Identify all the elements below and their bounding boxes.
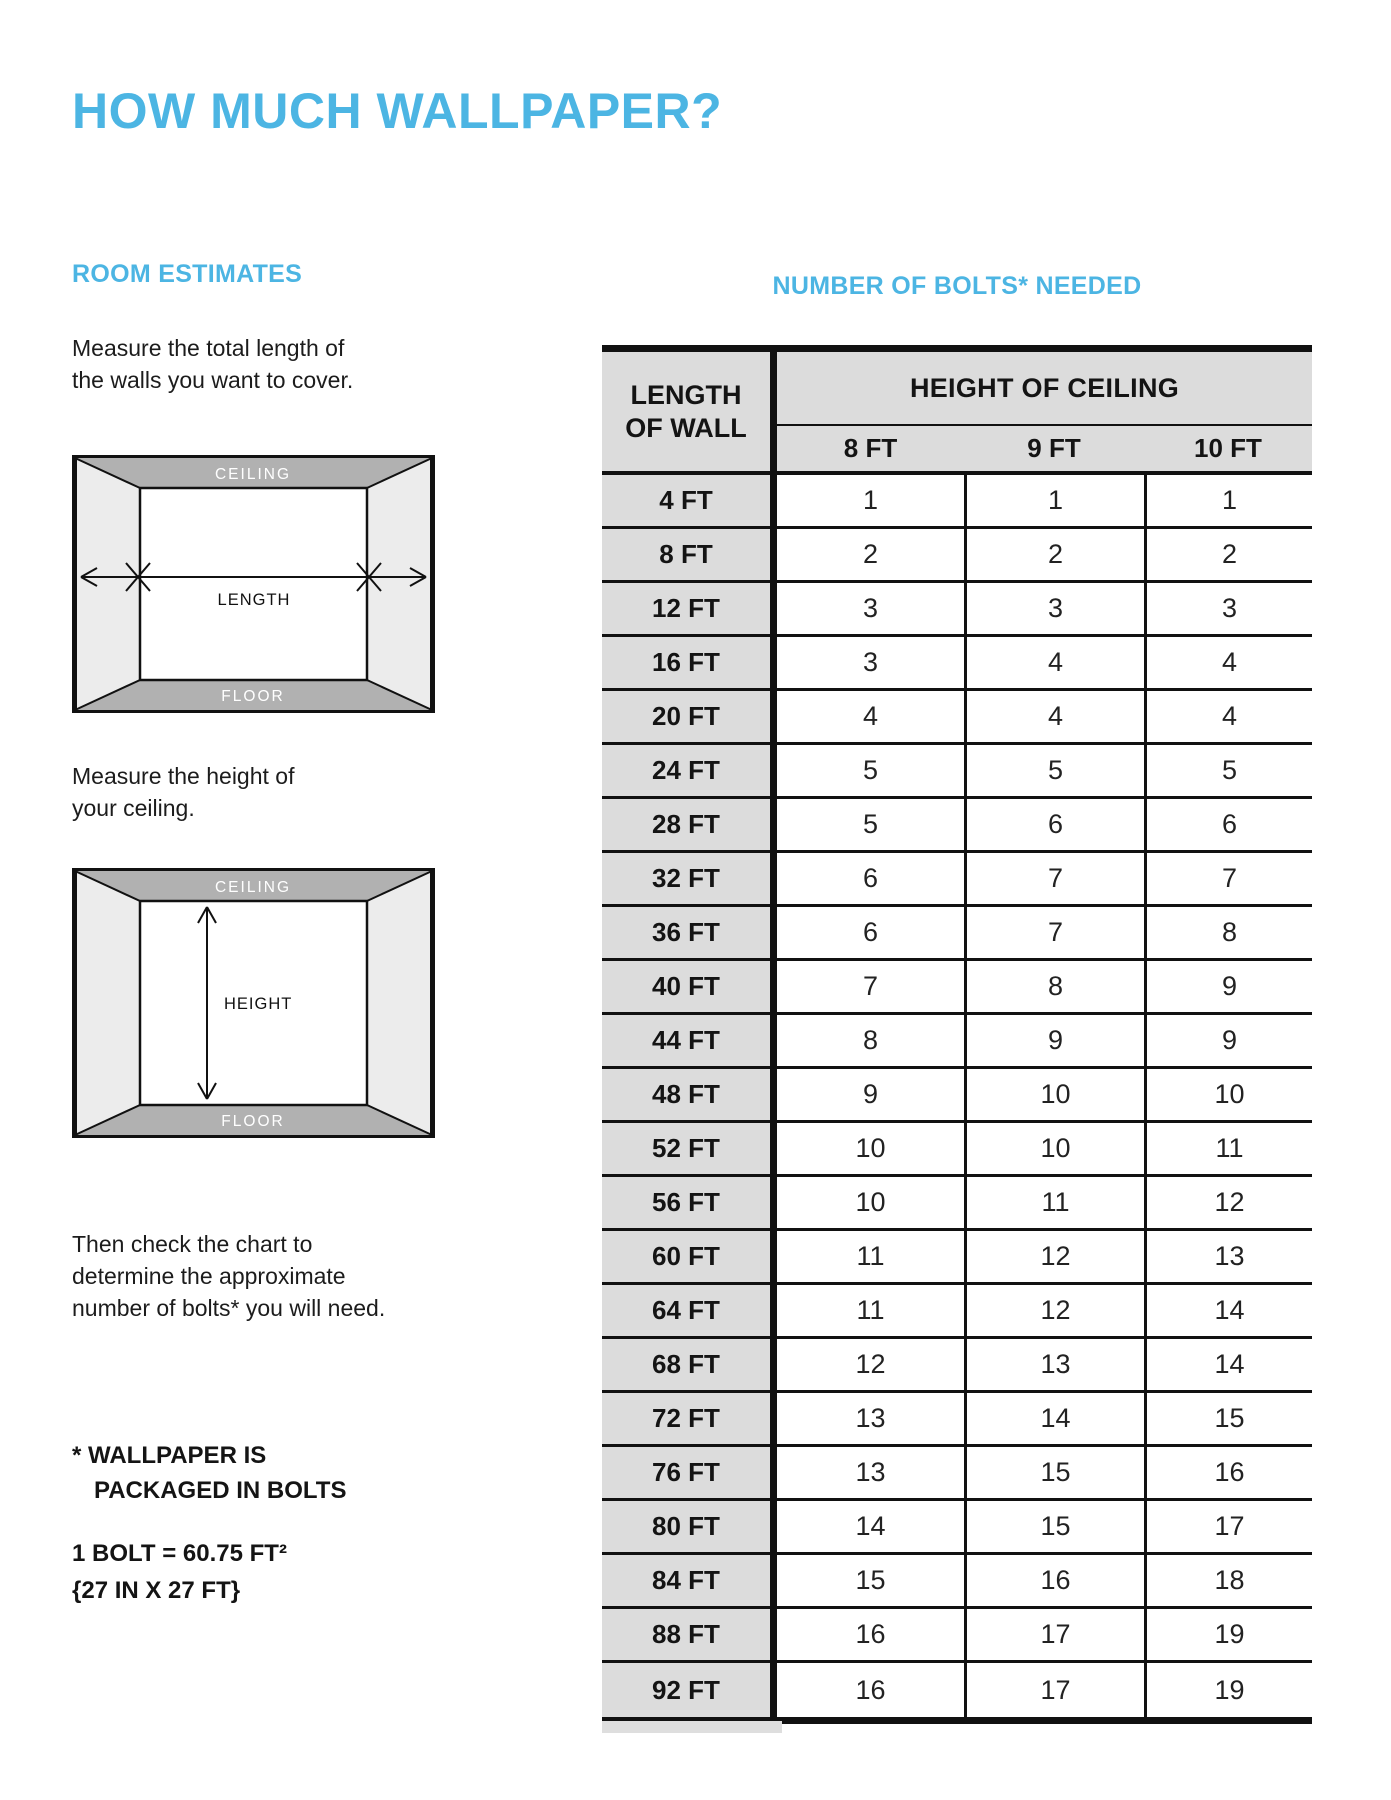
table-row (602, 637, 1312, 691)
para-line: Measure the total length of (72, 335, 345, 361)
value-cell: 9 (1144, 961, 1312, 1012)
value-cell: 16 (777, 1609, 964, 1660)
value-cell: 17 (964, 1663, 1144, 1717)
ceiling-label: CEILING (214, 879, 292, 896)
para-line: number of bolts* you will need. (72, 1295, 386, 1321)
room-length-diagram (72, 455, 435, 713)
para-measure-height (72, 760, 294, 824)
table-row (602, 1663, 1312, 1717)
table-row (602, 1069, 1312, 1123)
row-label-cell: 80 FT (602, 1501, 777, 1552)
height-label: HEIGHT (224, 995, 293, 1013)
table-row (602, 799, 1312, 853)
value-cell: 12 (777, 1339, 964, 1390)
table-row (602, 1447, 1312, 1501)
row-label-cell: 36 FT (602, 907, 777, 958)
value-cell: 17 (1144, 1501, 1312, 1552)
row-label-cell: 16 FT (602, 637, 777, 688)
value-cell: 4 (964, 637, 1144, 688)
row-label-cell: 60 FT (602, 1231, 777, 1282)
value-cell: 9 (1144, 1015, 1312, 1066)
row-label-cell: 24 FT (602, 745, 777, 796)
row-label-cell: 4 FT (602, 475, 777, 526)
value-cell: 10 (964, 1123, 1144, 1174)
row-label-cell: 48 FT (602, 1069, 777, 1120)
value-cell: 1 (1144, 475, 1312, 526)
table-row (602, 1123, 1312, 1177)
value-cell: 4 (777, 691, 964, 742)
value-cell: 9 (964, 1015, 1144, 1066)
value-cell: 17 (964, 1609, 1144, 1660)
value-cell: 19 (1144, 1609, 1312, 1660)
col-header-10ft: 10 FT (1144, 426, 1312, 471)
header-line: OF WALL (625, 412, 747, 443)
value-cell: 2 (964, 529, 1144, 580)
row-label-cell: 12 FT (602, 583, 777, 634)
value-cell: 7 (964, 907, 1144, 958)
col-header-9ft: 9 FT (964, 426, 1144, 471)
row-label-cell: 76 FT (602, 1447, 777, 1498)
row-label-cell: 56 FT (602, 1177, 777, 1228)
height-of-ceiling-header: HEIGHT OF CEILING (777, 352, 1312, 426)
value-cell: 16 (777, 1663, 964, 1717)
table-row (602, 745, 1312, 799)
value-cell: 15 (964, 1501, 1144, 1552)
row-label-cell: 52 FT (602, 1123, 777, 1174)
table-row (602, 1339, 1312, 1393)
value-cell: 11 (1144, 1123, 1312, 1174)
value-cell: 12 (964, 1231, 1144, 1282)
para-line: Then check the chart to (72, 1231, 313, 1257)
floor-label: FLOOR (221, 688, 285, 705)
value-cell: 13 (777, 1447, 964, 1498)
table-row (602, 583, 1312, 637)
value-cell: 15 (1144, 1393, 1312, 1444)
value-cell: 13 (1144, 1231, 1312, 1282)
table-row (602, 1015, 1312, 1069)
page-title: HOW MUCH WALLPAPER? (72, 83, 723, 139)
value-cell: 16 (964, 1555, 1144, 1606)
row-label-cell: 72 FT (602, 1393, 777, 1444)
bolt-equation (72, 1535, 287, 1609)
table-row (602, 1231, 1312, 1285)
value-cell: 3 (777, 583, 964, 634)
table-row (602, 961, 1312, 1015)
value-cell: 4 (964, 691, 1144, 742)
value-cell: 14 (1144, 1339, 1312, 1390)
row-label-cell: 32 FT (602, 853, 777, 904)
table-row (602, 1285, 1312, 1339)
value-cell: 11 (777, 1231, 964, 1282)
value-cell: 7 (964, 853, 1144, 904)
length-label: LENGTH (217, 591, 291, 609)
bolts-table (602, 345, 1312, 1724)
value-cell: 6 (777, 907, 964, 958)
value-cell: 15 (777, 1555, 964, 1606)
value-cell: 8 (1144, 907, 1312, 958)
table-tail-strip (602, 1721, 782, 1733)
para-line: determine the approximate (72, 1263, 346, 1289)
row-label-cell: 40 FT (602, 961, 777, 1012)
row-label-cell: 20 FT (602, 691, 777, 742)
value-cell: 7 (1144, 853, 1312, 904)
value-cell: 13 (777, 1393, 964, 1444)
value-cell: 4 (1144, 691, 1312, 742)
para-check-chart (72, 1228, 385, 1324)
value-cell: 10 (1144, 1069, 1312, 1120)
value-cell: 14 (964, 1393, 1144, 1444)
length-of-wall-header (602, 352, 777, 471)
value-cell: 5 (964, 745, 1144, 796)
para-line: Measure the height of (72, 763, 295, 789)
value-cell: 14 (777, 1501, 964, 1552)
ceiling-label: CEILING (214, 466, 292, 483)
row-label-cell: 88 FT (602, 1609, 777, 1660)
table-row (602, 1393, 1312, 1447)
table-row (602, 853, 1312, 907)
table-row (602, 1177, 1312, 1231)
bolt-eq-line: 1 BOLT = 60.75 FT² (72, 1540, 287, 1567)
value-cell: 14 (1144, 1285, 1312, 1336)
bolts-needed-heading: NUMBER OF BOLTS* NEEDED (772, 272, 1142, 300)
table-row (602, 475, 1312, 529)
value-cell: 1 (777, 475, 964, 526)
row-label-cell: 64 FT (602, 1285, 777, 1336)
row-label-cell: 92 FT (602, 1663, 777, 1717)
row-label-cell: 44 FT (602, 1015, 777, 1066)
value-cell: 6 (964, 799, 1144, 850)
footnote-line: * WALLPAPER IS (72, 1442, 267, 1469)
value-cell: 8 (777, 1015, 964, 1066)
table-row (602, 1555, 1312, 1609)
value-cell: 6 (1144, 799, 1312, 850)
value-cell: 12 (1144, 1177, 1312, 1228)
value-cell: 9 (777, 1069, 964, 1120)
row-label-cell: 28 FT (602, 799, 777, 850)
value-cell: 11 (964, 1177, 1144, 1228)
value-cell: 3 (777, 637, 964, 688)
row-label-cell: 68 FT (602, 1339, 777, 1390)
value-cell: 5 (777, 799, 964, 850)
para-line: the walls you want to cover. (72, 367, 354, 393)
value-cell: 12 (964, 1285, 1144, 1336)
value-cell: 8 (964, 961, 1144, 1012)
header-line: LENGTH (630, 379, 742, 410)
footnote-line: PACKAGED IN BOLTS (94, 1477, 347, 1504)
value-cell: 5 (777, 745, 964, 796)
value-cell: 2 (777, 529, 964, 580)
value-cell: 2 (1144, 529, 1312, 580)
value-cell: 5 (1144, 745, 1312, 796)
floor-label: FLOOR (221, 1113, 285, 1130)
value-cell: 7 (777, 961, 964, 1012)
value-cell: 4 (1144, 637, 1312, 688)
row-label-cell: 8 FT (602, 529, 777, 580)
value-cell: 19 (1144, 1663, 1312, 1717)
value-cell: 6 (777, 853, 964, 904)
value-cell: 18 (1144, 1555, 1312, 1606)
value-cell: 3 (1144, 583, 1312, 634)
value-cell: 3 (964, 583, 1144, 634)
table-row (602, 529, 1312, 583)
table-header (602, 352, 1312, 475)
para-measure-length (72, 332, 353, 396)
value-cell: 10 (777, 1123, 964, 1174)
room-height-diagram (72, 868, 435, 1138)
para-line: your ceiling. (72, 795, 195, 821)
value-cell: 10 (777, 1177, 964, 1228)
value-cell: 15 (964, 1447, 1144, 1498)
value-cell: 16 (1144, 1447, 1312, 1498)
value-cell: 1 (964, 475, 1144, 526)
row-label-cell: 84 FT (602, 1555, 777, 1606)
table-row (602, 1501, 1312, 1555)
wallpaper-bolts-footnote (72, 1438, 346, 1508)
value-cell: 13 (964, 1339, 1144, 1390)
value-cell: 11 (777, 1285, 964, 1336)
table-row (602, 1609, 1312, 1663)
back-wall (140, 488, 367, 680)
table-row (602, 691, 1312, 745)
value-cell: 10 (964, 1069, 1144, 1120)
table-body (602, 475, 1312, 1717)
col-header-8ft: 8 FT (777, 426, 964, 471)
room-estimates-heading: ROOM ESTIMATES (72, 260, 303, 288)
table-row (602, 907, 1312, 961)
bolt-eq-line: {27 IN X 27 FT} (72, 1577, 241, 1604)
